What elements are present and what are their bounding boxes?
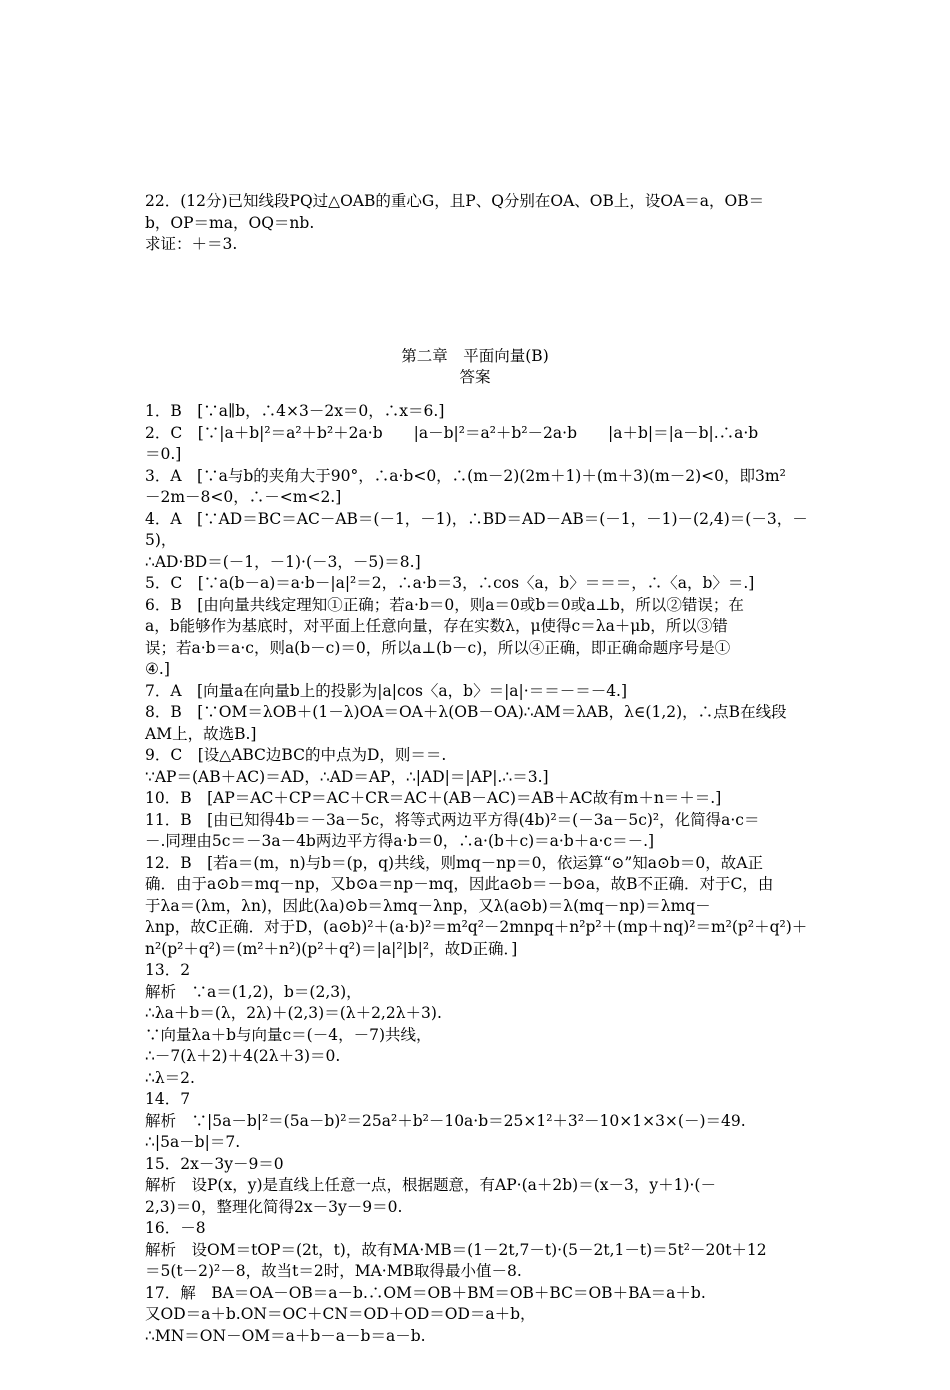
answer-line: 6．B [由向量共线定理知①正确；若a·b＝0，则a＝0或b＝0或a⊥b，所以②错误；在 (145, 595, 810, 617)
answer-line: 12．B [若a＝(m，n)与b＝(p，q)共线，则mq－np＝0，依运算“⊙”知a⊙b＝0，故A正 (145, 853, 810, 875)
answer-line: 13．2 (145, 960, 810, 982)
answer-line: 又OD＝a＋b.ON＝OC＋CN＝OD＋OD＝OD＝a＋b， (145, 1304, 810, 1326)
answer-line: ＝0.] (145, 444, 810, 466)
answer-line: 14．7 (145, 1089, 810, 1111)
answer-line: n²(p²＋q²)＝(m²＋n²)(p²＋q²)＝|a|²|b|²，故D正确．] (145, 939, 810, 961)
problem-line: 22．(12分)已知线段PQ过△OAB的重心G，且P、Q分别在OA、OB上，设OA＝a，OB＝ (145, 191, 810, 213)
answer-line: 解析 ∵a＝(1,2)，b＝(2,3)， (145, 982, 810, 1004)
answer-line: 解析 ∵|5a－b|²＝(5a－b)²＝25a²＋b²－10a·b＝25×1²＋3²－10×1×3×(－)＝49. (145, 1111, 810, 1133)
answer-line: 10．B [AP＝AC＋CP＝AC＋CR＝AC＋(AB－AC)＝AB＋AC故有m＋n＝＋＝.] (145, 788, 810, 810)
answer-line: 于λa＝(λm，λn)，因此(λa)⊙b＝λmq－λnp，又λ(a⊙b)＝λ(mq－np)＝λmq－ (145, 896, 810, 918)
answer-line (145, 1347, 810, 1369)
answer-line: 误；若a·b＝a·c，则a(b－c)＝0，所以a⊥(b－c)，所以④正确，即正确命题序号是① (145, 638, 810, 660)
problem-line: 求证：＋＝3. (145, 234, 810, 256)
answer-line: －2m－8<0，∴－<m<2.] (145, 487, 810, 509)
answer-line: ∵向量λa＋b与向量c＝(－4，－7)共线， (145, 1025, 810, 1047)
answers-section (145, 401, 810, 1390)
answer-line: ∴MN＝ON－OM＝a＋b－a－b＝a－b. (145, 1326, 810, 1348)
problem-line: b，OP＝ma，OQ＝nb. (145, 213, 810, 235)
answer-line: －.同理由5c＝－3a－4b两边平方得a·b＝0，∴a·(b＋c)＝a·b＋a·c＝－.] (145, 831, 810, 853)
chapter-title: 第二章 平面向量(B) (0, 346, 950, 368)
answer-line: 3．A [∵a与b的夹角大于90°，∴a·b<0，∴(m－2)(2m＋1)＋(m＋3)(m－2)<0，即3m² (145, 466, 810, 488)
answer-line: 确．由于a⊙b＝mq－np，又b⊙a＝np－mq，因此a⊙b＝－b⊙a，故B不正确．对于C，由 (145, 874, 810, 896)
answer-line: ∴AD·BD＝(－1，－1)·(－3，－5)＝8.] (145, 552, 810, 574)
answer-line: 7．A [向量a在向量b上的投影为|a|cos〈a，b〉＝|a|·＝＝－＝－4.] (145, 681, 810, 703)
answer-line: 17．解 BA＝OA－OB＝a－b.∴OM＝OB＋BM＝OB＋BC＝OB＋BA＝a＋b. (145, 1283, 810, 1305)
answer-line: 15．2x－3y－9＝0 (145, 1154, 810, 1176)
answer-line: 4．A [∵AD＝BC＝AC－AB＝(－1，－1)，∴BD＝AD－AB＝(－1，－1)－(2,4)＝(－3，－ (145, 509, 810, 531)
answer-line: ∴|5a－b|＝7. (145, 1132, 810, 1154)
answer-line: 1．B [∵a∥b，∴4×3－2x＝0，∴x＝6.] (145, 401, 810, 423)
answer-line: ∴－7(λ＋2)＋4(2λ＋3)＝0. (145, 1046, 810, 1068)
answer-line (145, 1369, 810, 1390)
problem-22 (145, 191, 810, 256)
answer-heading: 答案 (0, 367, 950, 389)
answer-line: AM上，故选B.] (145, 724, 810, 746)
answer-line: 2．C [∵|a＋b|²＝a²＋b²＋2a·b |a－b|²＝a²＋b²－2a·b |a＋b|＝|a－b|.∴a·b (145, 423, 810, 445)
answer-line: λnp，故C正确．对于D，(a⊙b)²＋(a·b)²＝m²q²－2mnpq＋n²p²＋(mp＋nq)²＝m²(p²＋q²)＋ (145, 917, 810, 939)
answer-line: ＝5(t－2)²－8，故当t＝2时，MA·MB取得最小值－8. (145, 1261, 810, 1283)
answer-line: 解析 设P(x，y)是直线上任意一点，根据题意，有AP·(a＋2b)＝(x－3，y＋1)·(－ (145, 1175, 810, 1197)
answer-line: 2,3)＝0，整理化简得2x－3y－9＝0. (145, 1197, 810, 1219)
answer-line: 11．B [由已知得4b＝－3a－5c，将等式两边平方得(4b)²＝(－3a－5c)²，化简得a·c＝ (145, 810, 810, 832)
answer-line: 8．B [∵OM＝λOB＋(1－λ)OA＝OA＋λ(OB－OA)∴AM＝λAB，λ∈(1,2)，∴点B在线段 (145, 702, 810, 724)
answer-line: 5．C [∵a(b－a)＝a·b－|a|²＝2，∴a·b＝3，∴cos〈a，b〉＝＝＝，∴〈a，b〉＝.] (145, 573, 810, 595)
answer-line: ④.] (145, 659, 810, 681)
answer-line: a，b能够作为基底时，对平面上任意向量，存在实数λ，μ使得c＝λa＋μb，所以③错 (145, 616, 810, 638)
answer-line: 5)， (145, 530, 810, 552)
answer-line: 9．C [设△ABC边BC的中点为D，则＝＝. (145, 745, 810, 767)
answer-line: 16．－8 (145, 1218, 810, 1240)
answer-line: 解析 设OM＝tOP＝(2t，t)，故有MA·MB＝(1－2t,7－t)·(5－2t,1－t)＝5t²－20t＋12 (145, 1240, 810, 1262)
answer-line: ∵AP＝(AB＋AC)＝AD，∴AD＝AP，∴|AD|＝|AP|.∴＝3.] (145, 767, 810, 789)
answer-line: ∴λa＋b＝(λ，2λ)＋(2,3)＝(λ＋2,2λ＋3). (145, 1003, 810, 1025)
answer-line: ∴λ＝2. (145, 1068, 810, 1090)
